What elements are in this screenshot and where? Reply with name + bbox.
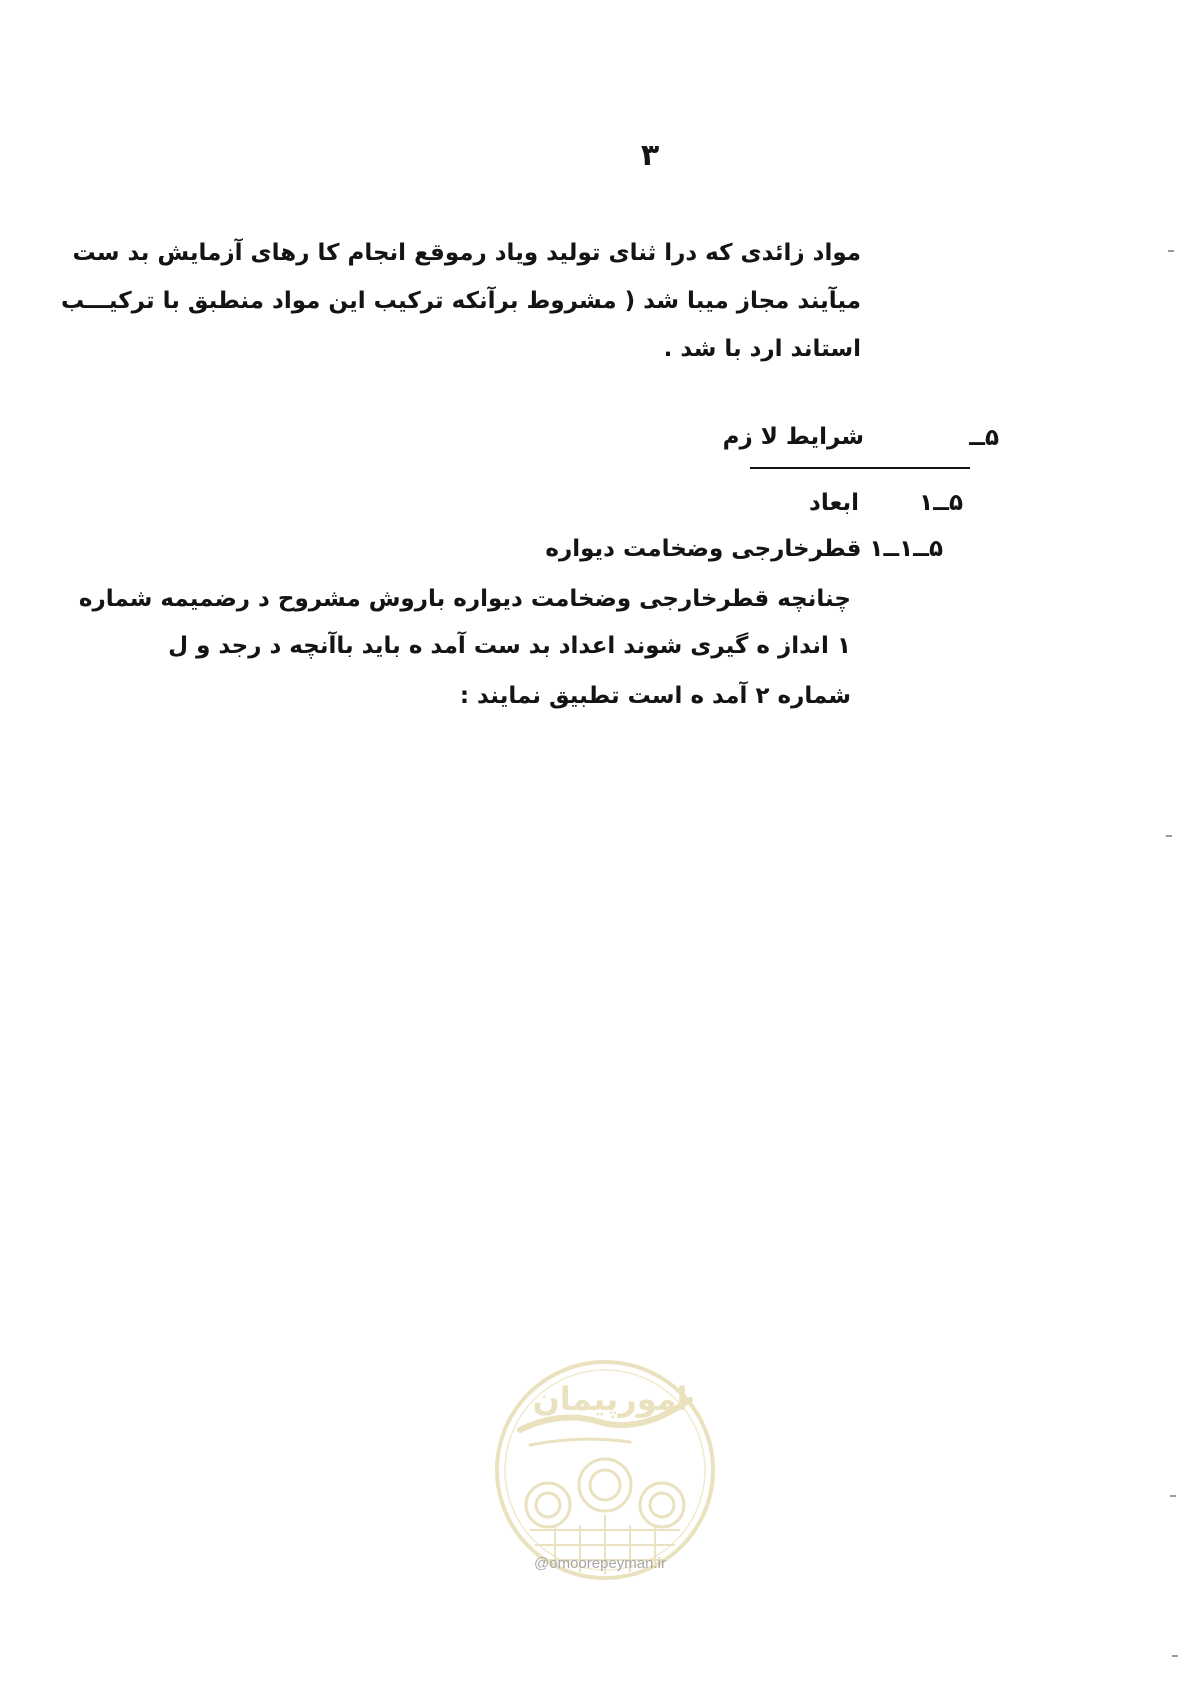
- watermark-logo: [490, 1350, 720, 1590]
- scan-speck: [1170, 1495, 1176, 1497]
- subsubsection-heading: ۵ــ۱ــ۱ قطرخارجی وضخامت دیواره: [545, 536, 943, 562]
- subsection-title: ابعاد: [809, 490, 859, 516]
- intro-line-2: میآیند مجاز میبا شد ( مشروط برآنکه ترکیب این مواد منطبق با ترکیـــب: [60, 288, 861, 314]
- subsection-number: ۵ــ۱: [919, 490, 963, 516]
- body-line-1: چنانچه قطرخارجی وضخامت دیواره باروش مشروح د رضمیمه شماره: [78, 586, 851, 612]
- section-title: شرایط لا زم: [722, 424, 864, 450]
- body-line-2: ۱ انداز ه گیری شوند اعداد بد ست آمد ه باید باآنچه د رجد و ل: [168, 633, 851, 659]
- intro-line-3: استاند ارد با شد .: [663, 336, 861, 362]
- watermark-logo-text: امورپیمان: [532, 1380, 688, 1418]
- body-line-3: شماره ۲ آمد ه است تطبیق نمایند :: [459, 683, 851, 709]
- scan-speck: [1166, 835, 1172, 837]
- section-underline: [750, 467, 970, 469]
- page-number: ۳: [640, 138, 660, 173]
- scan-speck: [1168, 250, 1174, 252]
- watermark-url: @omoorepeyman.ir: [534, 1555, 666, 1572]
- intro-line-1: مواد زائدی که درا ثنای تولید ویاد رموقع انجام کا رهای آزمایش بد ست: [72, 240, 861, 266]
- section-number: ۵ــ: [969, 425, 999, 451]
- scan-speck: [1172, 1655, 1178, 1657]
